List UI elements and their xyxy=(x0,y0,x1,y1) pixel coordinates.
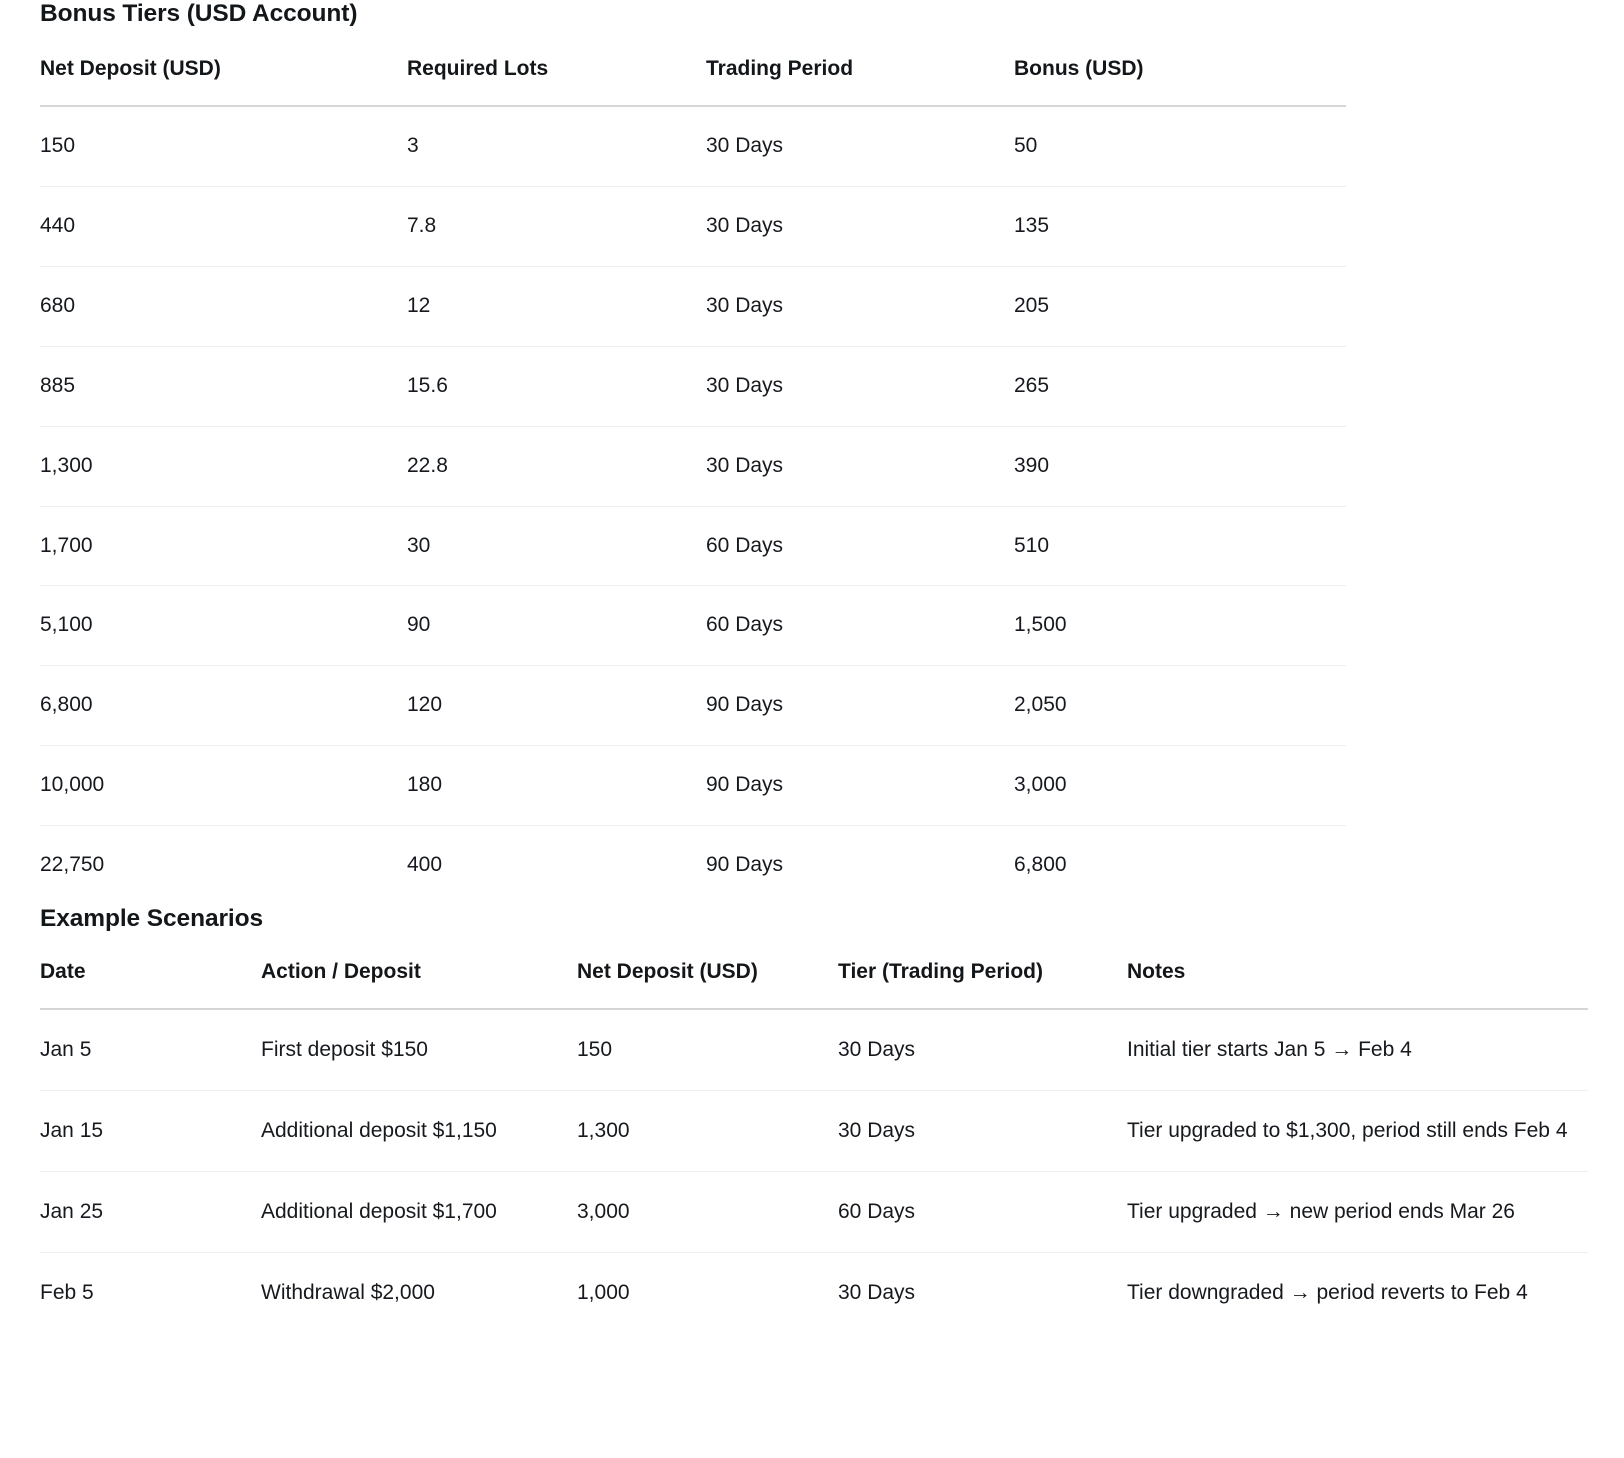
cell-trading-period: 60 Days xyxy=(706,506,1014,586)
column-header-tier-trading-period: Tier (Trading Period) xyxy=(838,960,1127,1009)
column-header-bonus: Bonus (USD) xyxy=(1014,57,1346,106)
cell-bonus: 3,000 xyxy=(1014,746,1346,826)
example-scenarios-heading: Example Scenarios xyxy=(40,905,263,933)
cell-date: Jan 25 xyxy=(40,1171,261,1252)
cell-net-deposit: 3,000 xyxy=(577,1171,838,1252)
column-header-trading-period: Trading Period xyxy=(706,57,1014,106)
cell-trading-period: 90 Days xyxy=(706,746,1014,826)
cell-bonus: 390 xyxy=(1014,426,1346,506)
bonus-tiers-table-body xyxy=(40,106,1346,905)
cell-net-deposit: 440 xyxy=(40,186,407,266)
column-header-net-deposit: Net Deposit (USD) xyxy=(577,960,838,1009)
table-row xyxy=(40,346,1346,426)
bonus-tiers-table xyxy=(40,57,1346,905)
cell-required-lots: 22.8 xyxy=(407,426,706,506)
cell-net-deposit: 680 xyxy=(40,266,407,346)
cell-tier: 30 Days xyxy=(838,1009,1127,1090)
cell-action-deposit: Additional deposit $1,700 xyxy=(261,1171,577,1252)
cell-notes: Tier upgraded → new period ends Mar 26 xyxy=(1127,1171,1588,1252)
table-row xyxy=(40,506,1346,586)
cell-required-lots: 12 xyxy=(407,266,706,346)
table-row xyxy=(40,426,1346,506)
cell-net-deposit: 1,700 xyxy=(40,506,407,586)
cell-trading-period: 30 Days xyxy=(706,426,1014,506)
column-header-notes: Notes xyxy=(1127,960,1588,1009)
table-row xyxy=(40,106,1346,186)
cell-net-deposit: 5,100 xyxy=(40,586,407,666)
cell-net-deposit: 150 xyxy=(40,106,407,186)
column-header-action-deposit: Action / Deposit xyxy=(261,960,577,1009)
cell-action-deposit: Withdrawal $2,000 xyxy=(261,1280,435,1304)
cell-trading-period: 30 Days xyxy=(706,186,1014,266)
cell-bonus: 50 xyxy=(1014,106,1346,186)
cell-date: Jan 15 xyxy=(40,1090,261,1171)
bonus-tiers-heading: Bonus Tiers (USD Account) xyxy=(40,0,358,27)
cell-required-lots: 15.6 xyxy=(407,346,706,426)
cell-notes: Initial tier starts Jan 5 → Feb 4 xyxy=(1127,1009,1588,1090)
cell-date: Feb 5 xyxy=(40,1280,94,1304)
cell-action-deposit: First deposit $150 xyxy=(261,1009,577,1090)
column-header-date: Date xyxy=(40,960,261,1009)
cell-net-deposit: 10,000 xyxy=(40,746,407,826)
cell-tier: 30 Days xyxy=(838,1280,916,1304)
cell-bonus: 205 xyxy=(1014,266,1346,346)
cell-trading-period: 30 Days xyxy=(706,266,1014,346)
cell-trading-period: 90 Days xyxy=(706,666,1014,746)
table-row xyxy=(40,1009,1588,1090)
table-header-row xyxy=(40,57,1346,106)
column-header-required-lots: Required Lots xyxy=(407,57,706,106)
cell-net-deposit: 22,750 xyxy=(40,853,105,877)
cell-trading-period: 30 Days xyxy=(706,346,1014,426)
cell-net-deposit: 150 xyxy=(577,1009,838,1090)
cell-bonus: 6,800 xyxy=(1014,853,1067,877)
cell-net-deposit: 885 xyxy=(40,346,407,426)
cell-tier: 60 Days xyxy=(838,1171,1127,1252)
table-row xyxy=(40,666,1346,746)
table-row xyxy=(40,586,1346,666)
cell-required-lots: 3 xyxy=(407,106,706,186)
table-row xyxy=(40,826,1346,905)
cell-bonus: 265 xyxy=(1014,346,1346,426)
cell-trading-period: 30 Days xyxy=(706,106,1014,186)
cell-notes: Tier upgraded to $1,300, period still ends Feb 4 xyxy=(1127,1090,1588,1171)
table-row xyxy=(40,1171,1588,1252)
bonus-tiers-table-header xyxy=(40,57,1346,106)
table-row xyxy=(40,1252,1588,1332)
cell-bonus: 510 xyxy=(1014,506,1346,586)
example-scenarios-table-header xyxy=(40,960,1588,1009)
cell-trading-period: 60 Days xyxy=(706,586,1014,666)
cell-bonus: 135 xyxy=(1014,186,1346,266)
cell-net-deposit: 1,300 xyxy=(40,426,407,506)
table-row xyxy=(40,1090,1588,1171)
table-row xyxy=(40,746,1346,826)
cell-trading-period: 90 Days xyxy=(706,853,784,877)
cell-required-lots: 90 xyxy=(407,586,706,666)
column-header-net-deposit: Net Deposit (USD) xyxy=(40,57,407,106)
cell-date: Jan 5 xyxy=(40,1009,261,1090)
table-row xyxy=(40,186,1346,266)
cell-bonus: 1,500 xyxy=(1014,586,1346,666)
cell-required-lots: 7.8 xyxy=(407,186,706,266)
cell-net-deposit: 1,300 xyxy=(577,1090,838,1171)
cell-required-lots: 120 xyxy=(407,666,706,746)
example-scenarios-table xyxy=(40,960,1588,1333)
cell-tier: 30 Days xyxy=(838,1090,1127,1171)
cell-net-deposit: 1,000 xyxy=(577,1280,630,1304)
cell-net-deposit: 6,800 xyxy=(40,666,407,746)
cell-bonus: 2,050 xyxy=(1014,666,1346,746)
example-scenarios-table-body xyxy=(40,1009,1588,1333)
cell-action-deposit: Additional deposit $1,150 xyxy=(261,1090,577,1171)
cell-notes: Tier downgraded → period reverts to Feb 4 xyxy=(1127,1280,1528,1304)
table-header-row xyxy=(40,960,1588,1009)
table-row xyxy=(40,266,1346,346)
cell-required-lots: 180 xyxy=(407,746,706,826)
cell-required-lots: 30 xyxy=(407,506,706,586)
cell-required-lots: 400 xyxy=(407,853,443,877)
